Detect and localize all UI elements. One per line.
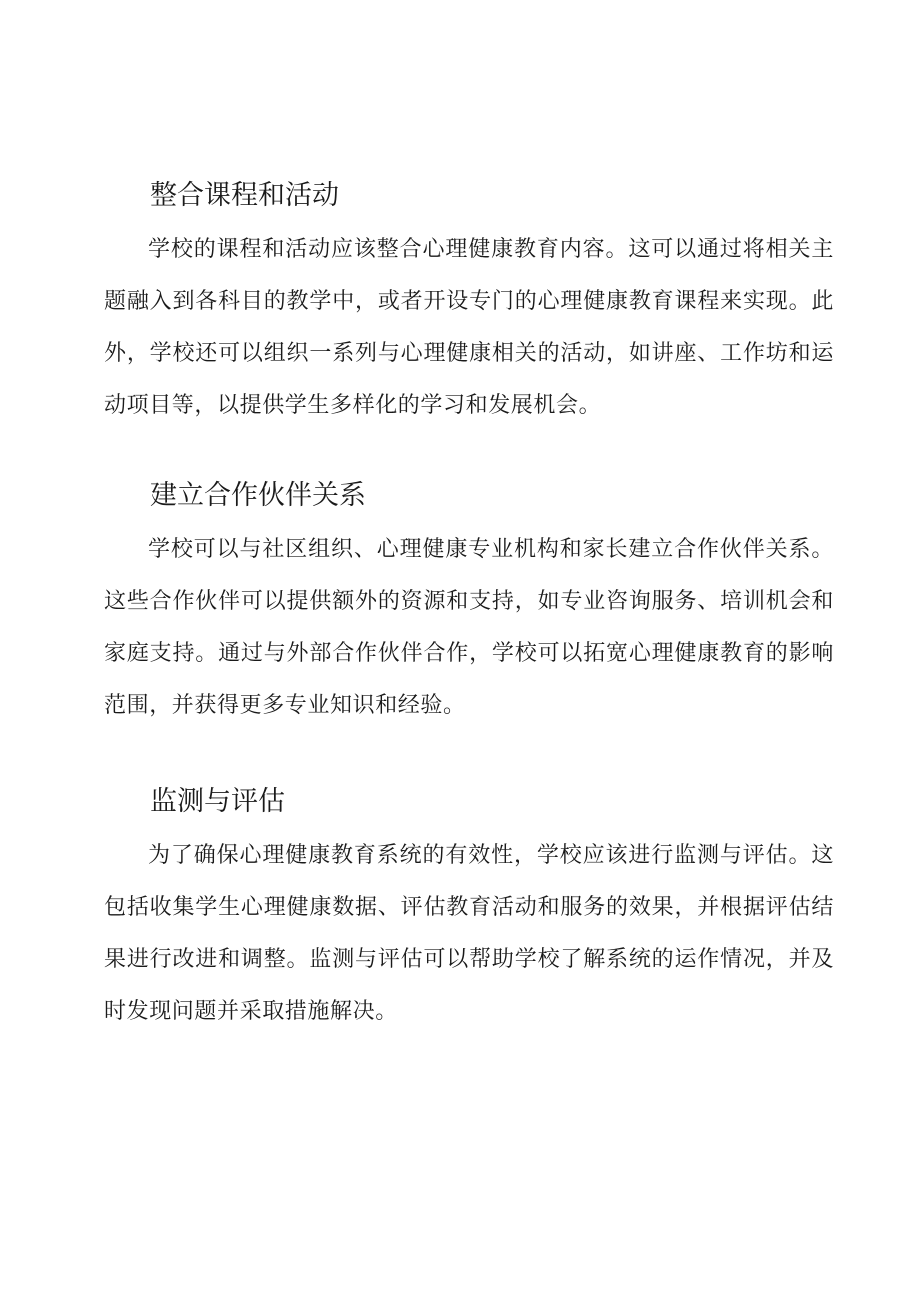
section-heading: 监测与评估 [150,786,285,817]
section-paragraph: 学校可以与社区组织、心理健康专业机构和家长建立合作伙伴关系。这些合作伙伴可以提供额外的资源和支持，如专业咨询服务、培训机会和家庭支持。通过与外部合作伙伴合作，学校可以拓宽心理健康教育的影响范围，并获得更多专业知识和经验。 [104,537,834,718]
section-monitoring-evaluation [104,784,834,1038]
section-partnerships [104,478,834,732]
section-heading: 整合课程和活动 [150,180,339,211]
section-heading: 建立合作伙伴关系 [150,480,366,511]
section-paragraph: 学校的课程和活动应该整合心理健康教育内容。这可以通过将相关主题融入到各科目的教学中，或者开设专门的心理健康教育课程来实现。此外，学校还可以组织一系列与心理健康相关的活动，如讲座、工作坊和运动项目等，以提供学生多样化的学习和发展机会。 [104,237,834,418]
section-integrate-courses [104,178,834,432]
section-paragraph: 为了确保心理健康教育系统的有效性，学校应该进行监测与评估。这包括收集学生心理健康数据、评估教育活动和服务的效果，并根据评估结果进行改进和调整。监测与评估可以帮助学校了解系统的运作情况，并及时发现问题并采取措施解决。 [104,843,834,1024]
